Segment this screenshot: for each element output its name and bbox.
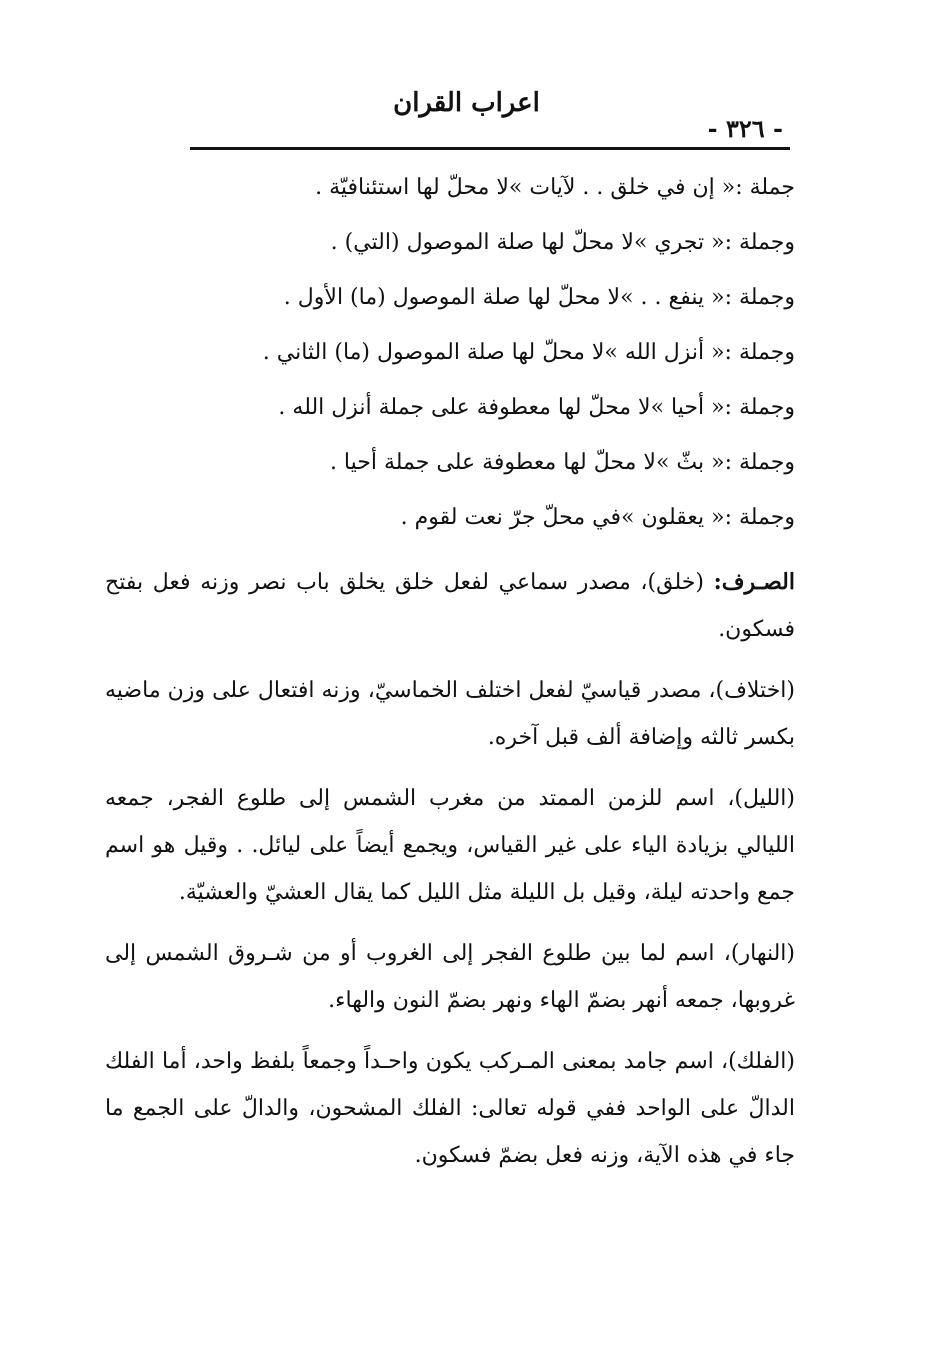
sarf-paragraph: (النهار)، اسم لما بين طلوع الفجر إلى الغروب أو من شـروق الشمس إلى غروبها، جمعه أنهر بضمّ الهاء ونهر بضمّ النون والهاء.	[105, 941, 795, 1013]
page-number: - ٣٢٦ -	[707, 114, 783, 143]
sarf-paragraph: (اختلاف)، مصدر قياسيّ لفعل اختلف الخماسيّ، وزنه افتعال على وزن ماضيه بكسر ثالثه وإضافة ألف قبل آخره.	[105, 678, 795, 750]
sentence-analysis-item: وجملة :« ينفع . . »لا محلّ لها صلة الموصول (ما) الأول .	[283, 285, 795, 310]
page-header	[0, 0, 933, 160]
sarf-heading: الصـرف:	[713, 569, 795, 595]
sarf-paragraph: (الفلك)، اسم جامد بمعنى المـركب يكون واحـداً وجمعاً بلفظ واحد، أما الفلك الدالّ على الواحد ففي قوله تعالى: الفلك المشحون، والدالّ على الجمع ما جاء في هذه الآية، وزنه فعل بضمّ فسكون.	[105, 1049, 796, 1168]
sarf-paragraph: (الليل)، اسم للزمن الممتد من مغرب الشمس إلى طلوع الفجر، جمعه الليالي بزيادة الياء على غير القياس، ويجمع أيضاً على ليائل. . وقيل هو اسم جمع واحدته ليلة، وقيل بل الليلة مثل الليل كما يقال العشيّ والعشيّة.	[105, 786, 795, 905]
page-body	[105, 160, 795, 1179]
sentence-analysis-item: وجملة :« يعقلون »في محلّ جرّ نعت لقوم .	[400, 505, 795, 530]
sentence-analysis-item: وجملة :« أنزل الله »لا محلّ لها صلة الموصول (ما) الثاني .	[262, 340, 795, 365]
sarf-paragraph	[105, 559, 795, 653]
sentence-analysis-list	[105, 160, 795, 545]
sentence-analysis-item: وجملة :« تجري »لا محلّ لها صلة الموصول (التي) .	[330, 230, 795, 255]
sentence-analysis-item: وجملة :« بثّ »لا محلّ لها معطوفة على جملة أحيا .	[329, 450, 795, 475]
sentence-analysis-item: وجملة :« أحيا »لا محلّ لها معطوفة على جملة أنزل الله .	[278, 395, 795, 420]
sentence-analysis-item: جملة :« إن في خلق . . لآيات »لا محلّ لها استئنافيّة .	[315, 175, 795, 200]
header-divider	[190, 147, 790, 150]
paragraph-text: (خلق)، مصدر سماعي لفعل خلق يخلق باب نصر وزنه فعل بفتح فسكون.	[105, 570, 795, 642]
book-title: اعراب القران	[393, 88, 540, 118]
